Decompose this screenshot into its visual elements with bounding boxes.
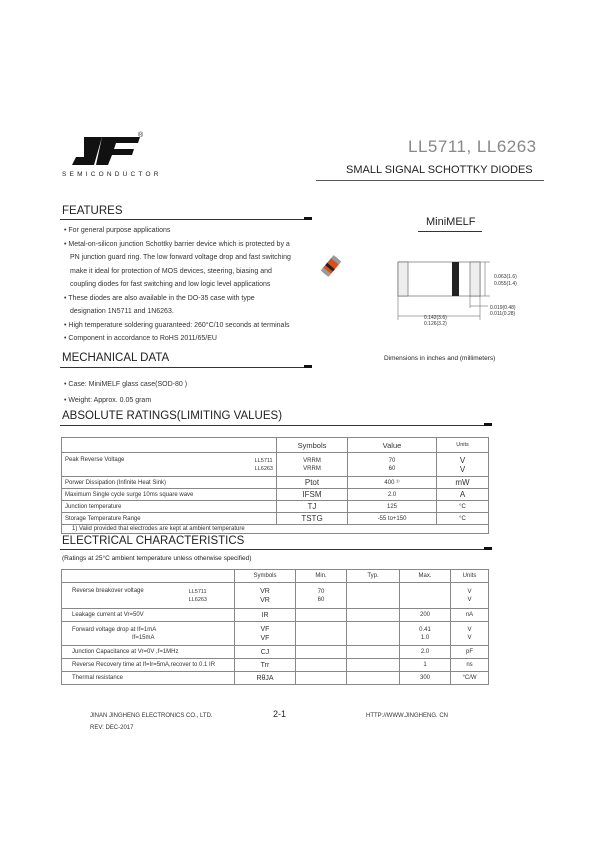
table-row	[62, 489, 489, 501]
dim-label: 0.055(1.4)	[494, 281, 517, 287]
list-item: • These diodes are also available in the DO-35 case with type	[64, 294, 255, 302]
package-drawing	[380, 256, 540, 334]
electrical-divider	[60, 549, 490, 550]
param-label: Porwer Dissipation (Infinite Heat Sink)	[62, 477, 277, 489]
table-row	[62, 672, 489, 685]
max-value: 200	[400, 609, 451, 622]
list-item: PN junction guard ring. The low forward voltage drop and fast switching	[70, 254, 291, 261]
table-row	[62, 659, 489, 672]
param-label: Maximum Single cycle surge 10ms square wave	[62, 489, 277, 501]
typ-value	[347, 672, 400, 685]
unit: pF	[451, 646, 489, 659]
param-label: Thermal resistance	[62, 672, 235, 685]
table-row	[62, 477, 489, 489]
dim-label: 0.019(0.48)	[490, 305, 516, 311]
unit: nA	[451, 609, 489, 622]
value: 2.0	[348, 489, 437, 501]
registered-mark: ®	[138, 132, 144, 139]
electrical-subtitle: (Ratings at 25°C ambient temperature unless otherwise specified)	[62, 555, 252, 562]
col-header: Value	[348, 438, 437, 453]
unit: °C	[437, 501, 489, 513]
footer-company: JINAN JINGHENG ELECTRONICS CO., LTD.	[90, 713, 213, 719]
value: 125	[348, 501, 437, 513]
symbol: Trr	[235, 659, 296, 672]
symbol: VF	[260, 625, 270, 633]
list-item: • Metal-on-silicon junction Schottky barrier device which is protected by a	[64, 240, 290, 248]
min-value	[296, 672, 347, 685]
dim-label: 0.126(3.2)	[424, 321, 447, 327]
symbol: IR	[235, 609, 296, 622]
col-header: Units	[437, 438, 489, 453]
param-label: Storage Temperature Range	[62, 513, 277, 525]
value: -55 to+150	[348, 513, 437, 525]
absolute-title: ABSOLUTE RATINGS(LIMITING VALUES)	[62, 410, 283, 422]
min-value	[296, 646, 347, 659]
max-value: 1	[400, 659, 451, 672]
section-marker	[484, 547, 492, 550]
table-row	[62, 622, 489, 646]
max-value: 0.41	[419, 626, 431, 633]
param-label: Reverse Recovery time at If=Ir=5mA,recover to 0.1 IR	[62, 659, 235, 672]
electrical-title: ELECTRICAL CHARACTERISTICS	[62, 535, 245, 547]
list-item: • High temperature soldering guaranteed: 260°C/10 seconds at terminals	[64, 321, 290, 329]
col-header: Typ.	[347, 570, 400, 583]
symbol: CJ	[235, 646, 296, 659]
list-item: coupling diodes for fast switching and low logic level applications	[70, 281, 271, 288]
param-label: Reverse breakover voltage	[72, 587, 144, 594]
table-row	[62, 453, 489, 477]
unit: V	[467, 634, 472, 641]
min-value	[296, 609, 347, 622]
section-marker	[304, 365, 312, 368]
header-divider	[316, 180, 544, 181]
param-label: Forward voltage drop at If=1mA	[72, 626, 157, 633]
page-number: 2-1	[273, 709, 287, 719]
min-value: 70	[317, 588, 325, 595]
max-value: 300	[400, 672, 451, 685]
unit: V	[467, 626, 472, 633]
table-note: 1) Valid provided that electrodes are kept at ambient temperature	[62, 525, 489, 534]
list-item: • Weight: Approx. 0.05 gram	[64, 397, 152, 404]
unit: V	[459, 455, 466, 465]
part-label: LL6263	[254, 465, 273, 472]
table-row	[62, 513, 489, 525]
part-label: LL5711	[254, 457, 273, 464]
symbol: VR	[260, 596, 270, 604]
max-value	[400, 583, 451, 609]
param-label: Junction temperature	[62, 501, 277, 513]
unit: A	[437, 489, 489, 501]
mechanical-list	[64, 377, 324, 409]
company-logo	[66, 135, 142, 167]
symbol: VRRM	[303, 457, 321, 464]
list-item: • Case: MiniMELF glass case(SOD-80 )	[64, 381, 188, 388]
min-value: 60	[317, 596, 325, 603]
symbol: VF	[260, 634, 270, 642]
table-header-row	[62, 438, 489, 453]
unit: V	[467, 588, 472, 595]
unit: V	[467, 596, 472, 603]
symbol: VR	[260, 587, 270, 595]
list-item: • For general purpose applications	[64, 227, 171, 234]
symbol: TSTG	[277, 513, 348, 525]
features-divider	[60, 219, 310, 220]
table-row	[62, 501, 489, 513]
unit: mW	[437, 477, 489, 489]
section-marker	[484, 423, 492, 426]
unit: °C/W	[451, 672, 489, 685]
features-title: FEATURES	[62, 205, 123, 217]
col-header: Symbols	[277, 438, 348, 453]
symbol: RθJA	[235, 672, 296, 685]
dim-label: 0.063(1.6)	[494, 274, 517, 280]
table-row	[62, 646, 489, 659]
page-subtitle: SMALL SIGNAL SCHOTTKY DIODES	[346, 164, 533, 176]
col-header: Symbols	[235, 570, 296, 583]
value: 400 ¹⁾	[348, 477, 437, 489]
param-label: Leakage current at Vr=50V	[62, 609, 235, 622]
package-underline	[418, 231, 482, 232]
col-header: Min.	[296, 570, 347, 583]
typ-value	[347, 659, 400, 672]
col-header: Max.	[400, 570, 451, 583]
table-row	[62, 525, 489, 534]
list-item: • Component in accordance to RoHS 2011/65/EU	[64, 335, 217, 342]
list-item: designation 1N5711 and 1N6263.	[70, 308, 174, 315]
package-name: MiniMELF	[426, 216, 476, 228]
value: 70	[388, 457, 396, 464]
min-value	[296, 622, 347, 646]
section-marker	[304, 217, 312, 220]
list-item: make it ideal for protection of MOS devices, steering, biasing and	[70, 267, 272, 275]
symbol: VRRM	[303, 465, 321, 472]
absolute-divider	[60, 425, 490, 426]
param-label: Peak Reverse Voltage	[65, 456, 125, 463]
symbol: TJ	[277, 501, 348, 513]
unit: V	[459, 464, 466, 474]
typ-value	[347, 609, 400, 622]
features-list	[64, 224, 324, 346]
min-value	[296, 659, 347, 672]
company-tagline: SEMICONDUCTOR	[62, 171, 162, 178]
max-value: 1.0	[420, 634, 430, 641]
col-header: Units	[451, 570, 489, 583]
param-label: Junction Capacitance at Vr=0V ,f=1MHz	[62, 646, 235, 659]
param-label: If=15mA	[132, 634, 155, 641]
value: 60	[388, 465, 396, 472]
footer-revision: REV: DEC-2017	[90, 725, 134, 731]
electrical-table	[61, 569, 489, 685]
dim-label: 0.011(0.28)	[490, 311, 516, 317]
dim-label: 0.142(3.6)	[424, 315, 447, 321]
mechanical-title: MECHANICAL DATA	[62, 352, 170, 364]
mechanical-divider	[60, 367, 310, 368]
typ-value	[347, 646, 400, 659]
table-row	[62, 583, 489, 609]
part-label: LL6263	[188, 596, 207, 603]
symbol: Ptot	[277, 477, 348, 489]
dimensions-caption: Dimensions in inches and (millimeters)	[384, 355, 496, 362]
symbol: IFSM	[277, 489, 348, 501]
max-value: 2.0	[400, 646, 451, 659]
diode-photo	[318, 250, 344, 282]
typ-value	[347, 583, 400, 609]
typ-value	[347, 622, 400, 646]
footer-url: HTTP://WWW.JINGHENG. CN	[366, 713, 448, 719]
table-header-row	[62, 570, 489, 583]
part-numbers: LL5711, LL6263	[408, 137, 537, 156]
table-row	[62, 609, 489, 622]
unit: °C	[437, 513, 489, 525]
part-label: LL5711	[188, 588, 207, 595]
absolute-ratings-table	[61, 437, 489, 534]
unit: ns	[451, 659, 489, 672]
